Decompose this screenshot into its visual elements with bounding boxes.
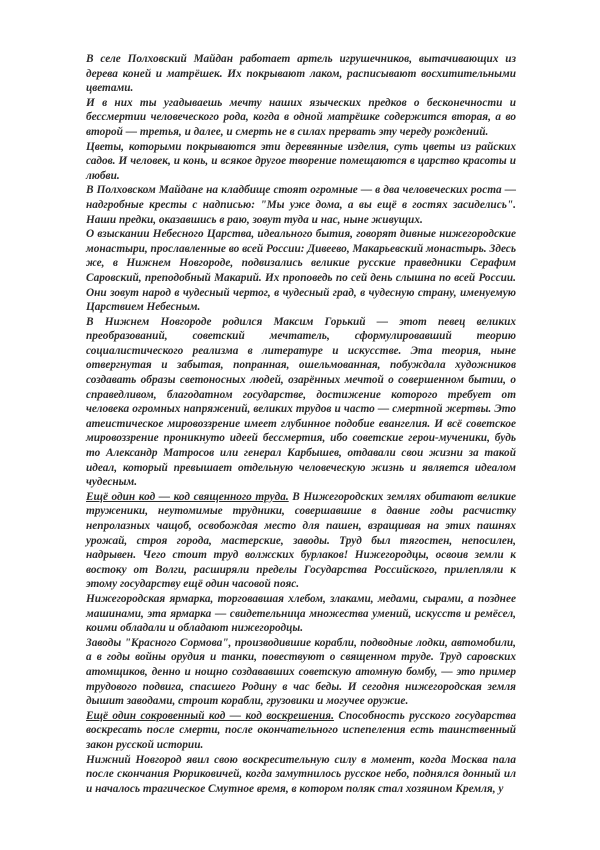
- paragraph-paradise-flowers: Цветы, которыми покрываются эти деревянные изделия, суть цветы из райских садов. И человек, и конь, и всякое другое творение помещаются в царство красоты и любви.: [86, 140, 516, 182]
- paragraph-resurrection: [86, 709, 516, 753]
- paragraph-body: Способность русского государства воскресать после смерти, после окончательного испепеления есть таинственный закон русской истории.: [86, 709, 516, 751]
- section-heading-sacred-labor: Ещё один код — код священного труда.: [86, 490, 289, 503]
- paragraph-gorky: В Нижнем Новгороде родился Максим Горький — этот певец великих преобразований, советский мечтатель, сформулировавший теорию социалистического реализма в литературе и искусстве. Эта теория, ныне отвергнутая и забытая, попранная, ошельмованная, побуждала художников создавать образы светоносных людей, озарённых мечтой о совершенном бытии, о справедливом, благодатном государстве, достижение которого требует от человека огромных напряжений, великих трудов и часто — смертной жертвы. Это атеистическое мировоззрение имеет глубинное подобие евангелия. И всё советское мировоззрение проникнуто идеей бессмертия, ибо советские герои-мученики, будь то Александр Матросов или генерал Карбышев, отдавали свои жизни за такой идеал, который превышает отдельную человеческую жизнь и является идеалом чудесным.: [86, 315, 516, 489]
- paragraph-matryoshka-immortality: И в них ты угадываешь мечту наших языческих предков о бесконечности и бессмертии человеческого рода, когда в одной матрёшке содержится вторая, а во второй — третья, и далее, и смерть не в силах прервать эту череду рождений.: [86, 96, 516, 138]
- paragraph-sormovo: Заводы "Красного Сормова", производившие корабли, подводные лодки, автомобили, а в годы войны орудия и танки, повествуют о священном труде. Труд саровских атомщиков, денно и нощно создававших советскую атомную бомбу, — это пример трудового подвига, спасшего Родину в час беды. И сегодня нижегородская земля дышит заводами, строит корабли, грузовики и могучее оружие.: [86, 636, 516, 708]
- section-heading-resurrection: Ещё один сокровенный код — код воскрешения.: [86, 709, 334, 722]
- document-page: [86, 52, 516, 796]
- paragraph-fair: Нижегородская ярмарка, торговавшая хлебом, злаками, медами, сырами, а позднее машинами, эта ярмарка — свидетельница множества умений, искусств и ремёсел, коими обладали и обладают нижегородцы.: [86, 592, 516, 635]
- paragraph-monasteries: О взыскании Небесного Царства, идеального бытия, говорят дивные нижегородские монастыри, прославленные во всей России: Дивеево, Макарьевский монастырь. Здесь же, в Нижнем Новгороде, подвизались великие русские праведники Серафим Саровский, преподобный Макарий. Их проповедь по сей день слышна по всей России. Они зовут народ в чудесный чертог, в чудесный град, в чудесную страну, именуемую Царствием Небесным.: [86, 228, 516, 314]
- paragraph-cemetery-crosses: В Полховском Майдане на кладбище стоят огромные — в два человеческих роста — надгробные кресты с надписью: "Мы уже дома, а вы ещё в гостях засиделись". Наши предки, оказавшись в раю, зовут туда и нас, ныне живущих.: [86, 184, 516, 226]
- paragraph-time-of-troubles: Нижний Новгород явил свою воскресительную силу в момент, когда Москва пала после скончания Рюриковичей, когда замутнилось русское небо, поднялся донный ил и началось трагическое Смутное время, в котором поляк стал хозяином Кремля, у: [86, 753, 516, 795]
- paragraph-polkhovsky-artel: В селе Полховский Майдан работает артель игрушечников, вытачивающих из дерева коней и матрёшек. Их покрывают лаком, расписывают восхитительными цветами.: [86, 53, 516, 95]
- paragraph-body: В Нижегородских землях обитают великие труженики, неутомимые трудники, совершавшие в давние годы расчистку непролазных чащоб, освобождая место для пашен, взращивая на этих пашнях урожай, строя города, мастерские, заводы. Труд был тягостен, непосилен, надрывен. Чего стоит труд волжских бурлаков! Нижегородцы, освоив земли к востоку от Волги, расширяли пределы Государства Российского, прилепляли к этому государству ещё один часовой пояс.: [86, 490, 516, 591]
- paragraph-sacred-labor: [86, 490, 516, 592]
